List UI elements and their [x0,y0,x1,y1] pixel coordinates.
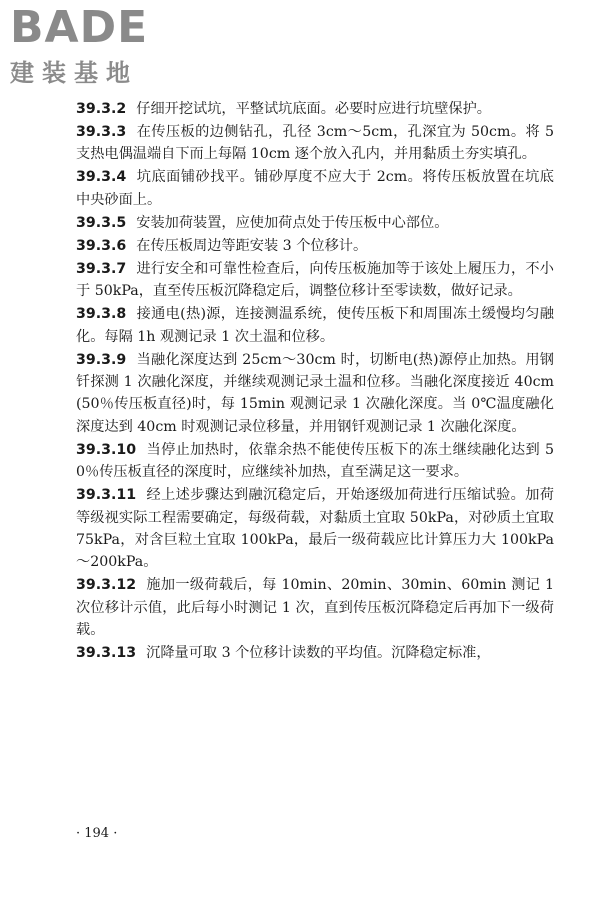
clause-text: 当停止加热时，依靠余热不能使传压板下的冻土继续融化达到 50％传压板直径的深度时，应继续补加热，直至满足这一要求。 [76,441,554,481]
clause-text: 经上述步骤达到融沉稳定后，开始逐级加荷进行压缩试验。加荷等级视实际工程需要确定，每级荷载，对黏质土宜取 50kPa，对砂质土宜取 75kPa，对含巨粒土宜取 100kPa，最后一级荷载应比计算压力大 100kPa～200kPa。 [76,487,554,571]
clause-39-3-3 [76,121,554,166]
clause-number: 39.3.3 [76,124,127,140]
clause-number: 39.3.5 [76,214,127,231]
clause-39-3-12 [76,574,554,641]
clause-number: 39.3.7 [76,260,127,277]
clause-number: 39.3.11 [76,487,137,504]
clause-text: 接通电(热)源，连接测温系统，使传压板下和周围冻土缓慢均匀融化。每隔 1h 观测记录 1 次土温和位移。 [76,306,554,345]
clause-text: 安装加荷装置，应使加荷点处于传压板中心部位。 [136,214,449,231]
clause-text: 施加一级荷载后，每 10min、20min、30min、60min 测记 1 次位移计示值，此后每小时测记 1 次，直到传压板沉降稳定后再加下一级荷载。 [76,577,554,639]
clause-number: 39.3.12 [76,577,137,594]
document-body [76,98,554,665]
logo-wordmark: BADE [10,2,149,53]
clause-39-3-11 [76,484,554,574]
clause-39-3-6 [76,235,554,257]
clause-text: 仔细开挖试坑，平整试坑底面。必要时应进行坑壁保护。 [136,101,491,117]
logo [10,4,180,94]
page-number: · 194 · [76,826,118,841]
logo-tagline: 建装基地 [10,59,138,87]
clause-number: 39.3.6 [76,237,127,254]
clause-text: 进行安全和可靠性检查后，向传压板施加等于该处上履压力，不小于 50kPa，直至传压板沉降稳定后，调整位移计至零读数，做好记录。 [76,260,554,300]
clause-number: 39.3.9 [76,351,127,368]
clause-39-3-5 [76,212,554,234]
clause-number: 39.3.4 [76,169,127,186]
clause-39-3-7 [76,258,554,303]
clause-39-3-4 [76,166,554,211]
clause-39-3-13 [76,642,554,664]
clause-number: 39.3.13 [76,645,137,662]
clause-39-3-9 [76,349,554,439]
clause-39-3-10 [76,439,554,484]
clause-39-3-8 [76,303,554,348]
clause-text: 在传压板周边等距安装 3 个位移计。 [136,237,368,254]
clause-number: 39.3.8 [76,306,127,323]
clause-text: 坑底面铺砂找平。铺砂厚度不应大于 2cm。将传压板放置在坑底中央砂面上。 [76,169,554,208]
clause-39-3-2 [76,98,554,120]
clause-number: 39.3.2 [76,101,127,117]
clause-text: 沉降量可取 3 个位移计读数的平均值。沉降稳定标准， [146,645,491,662]
clause-text: 在传压板的边侧钻孔，孔径 3cm～5cm，孔深宜为 50cm。将 5 支热电偶温端自下而上每隔 10cm 逐个放入孔内，并用黏质土夯实填孔。 [76,124,554,163]
clause-text: 当融化深度达到 25cm～30cm 时，切断电(热)源停止加热。用钢钎探测 1 次融化深度，并继续观测记录土温和位移。当融化深度接近 40cm(50％传压板直径)时，每 15min 观测记录 1 次融化深度。当 0℃温度融化深度达到 40cm 时观测记录位移量，并用钢钎观测记录 1 次融化深度。 [76,351,554,435]
clause-number: 39.3.10 [76,441,137,458]
